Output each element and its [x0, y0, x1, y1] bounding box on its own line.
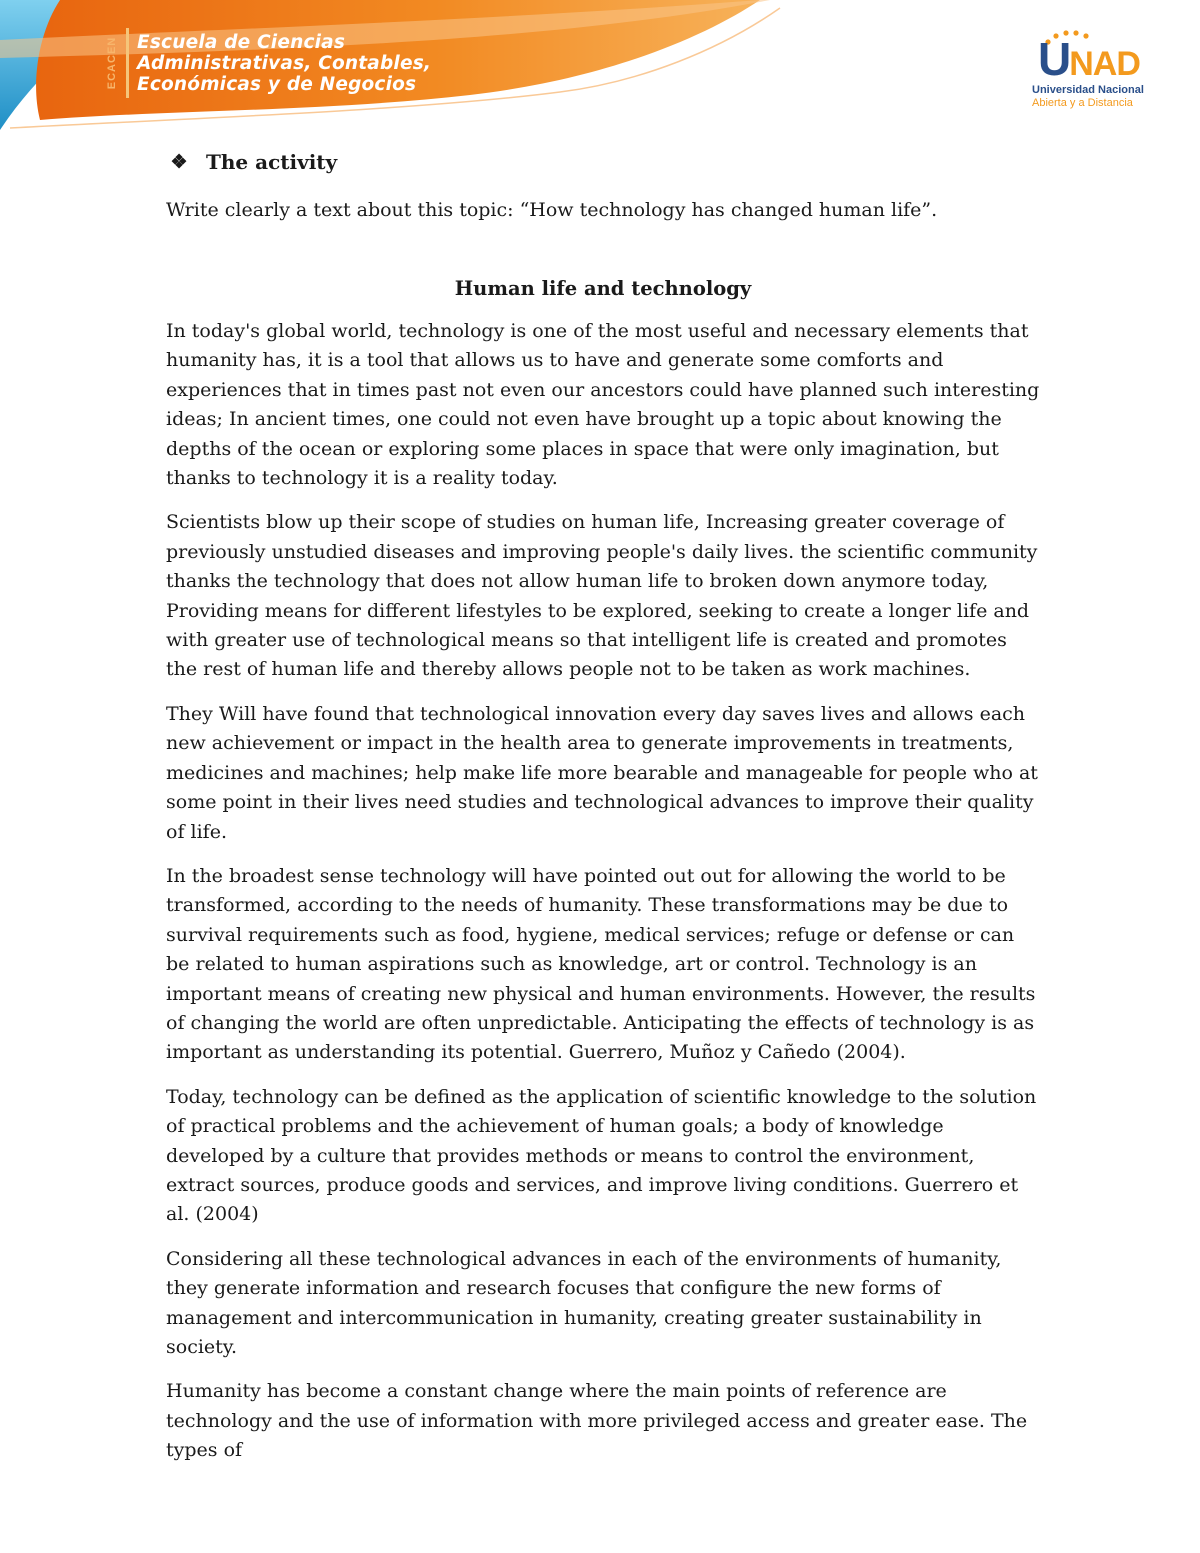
school-name-line-3: Económicas y de Negocios — [137, 73, 417, 95]
school-divider-bar — [126, 28, 129, 98]
school-name-block — [104, 28, 431, 98]
logo-letters-nad: NAD — [1069, 45, 1140, 83]
essay-title: Human life and technology — [454, 277, 752, 300]
activity-heading-text: The activity — [206, 150, 338, 174]
paragraph-6: Considering all these technological advances in each of the environments of humanity, they generate information and research focuses that configure the new forms of management and intercommunication in humanity, creating greater sustainability in society. — [166, 1247, 1002, 1358]
unad-logo — [1032, 28, 1162, 108]
instruction-text: Write clearly a text about this topic: “How technology has changed human life”. — [166, 199, 938, 221]
paragraph-7: Humanity has become a constant change where the main points of reference are technology and the use of information with more privileged access and greater ease. The types of — [166, 1380, 1028, 1462]
school-name-line-1: Escuela de Ciencias — [137, 31, 346, 53]
logo-subtitle-1: Universidad Nacional — [1032, 84, 1144, 96]
diamond-bullet-icon: ❖ — [170, 151, 188, 173]
logo-subtitle-2: Abierta y a Distancia — [1032, 97, 1133, 109]
ecacen-tag — [104, 28, 120, 98]
logo-wordmark — [1038, 33, 1140, 87]
paragraph-4: In the broadest sense technology will have pointed out out for allowing the world to be transformed, according to the needs of humanity. These transformations may be due to survival requirements such as food, hygiene, medical services; refuge or defense or can be related to human aspirations such as knowledge, art or control. Technology is an important means of creating new physical and human environments. However, the results of changing the world are often unpredictable. Anticipating the effects of technology is as important as understanding its potential. Guerrero, Muñoz y Cañedo (2004). — [166, 864, 1036, 1064]
paragraph-1: In today's global world, technology is one of the most useful and necessary elements that humanity has, it is a tool that allows us to have and generate some comforts and experiences that in times past not even our ancestors could have planned such interesting ideas; In ancient times, one could not even have brought up a topic about knowing the depths of the ocean or exploring some places in space that were only imagination, but thanks to technology it is a reality today. — [166, 320, 1040, 490]
logo-letter-u: U — [1038, 33, 1070, 85]
school-name-line-2: Administrativas, Contables, — [137, 52, 432, 74]
paragraph-5: Today, technology can be defined as the application of scientific knowledge to the solution of practical problems and the achievement of human goals; a body of knowledge developed by a culture that provides methods or means to control the environment, extract sources, produce goods and services, and improve living conditions. Guerrero et al. (2004) — [166, 1085, 1037, 1226]
school-name — [137, 28, 431, 98]
paragraph-2: Scientists blow up their scope of studies on human life, Increasing greater coverage of previously unstudied diseases and improving people's daily lives. the scientific community thanks the technology that does not allow human life to broken down anymore today, Providing means for different lifestyles to be explored, seeking to create a longer life and with greater use of technological means so that intelligent life is created and promotes the rest of human life and thereby allows people not to be taken as work machines. — [166, 511, 1038, 681]
activity-heading — [170, 148, 1040, 176]
paragraph-3: They Will have found that technological innovation every day saves lives and allows each new achievement or impact in the health area to generate improvements in treatments, medicines and machines; help make life more bearable and manageable for people who at some point in their lives need studies and technological advances to improve their quality of life. — [166, 702, 1038, 843]
document-body — [166, 148, 1040, 1466]
ecacen-tag-label: ECACEN — [106, 36, 118, 90]
header-banner — [0, 0, 1200, 140]
